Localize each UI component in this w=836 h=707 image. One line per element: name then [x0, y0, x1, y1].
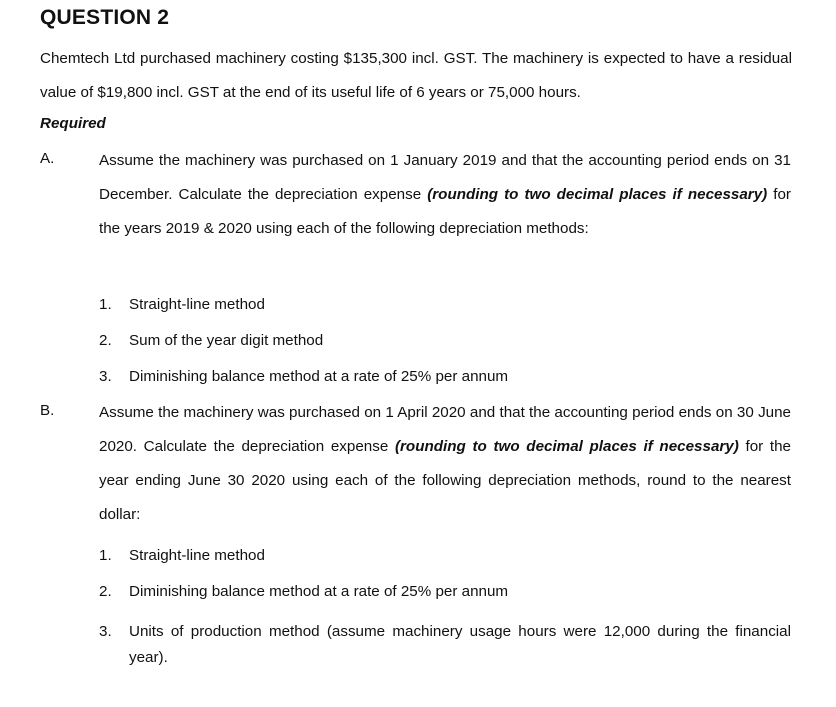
section-b-letter: B. [40, 402, 55, 419]
section-a-text-2: for the years 2019 & 2020 using each of the following depreciation methods: [99, 186, 791, 237]
list-item [99, 332, 791, 368]
list-item [99, 296, 791, 332]
list-item-text: Diminishing balance method at a rate of 25% per annum [129, 368, 509, 385]
section-b-method-list [99, 547, 791, 671]
list-item-text: Straight-line method [129, 547, 265, 564]
section-a-emphasis: (rounding to two decimal places if necessary) [427, 186, 768, 203]
list-item-number: 2. [99, 583, 112, 600]
list-item-number: 2. [99, 332, 112, 349]
list-item [99, 547, 791, 583]
section-a-text-1: Assume the machinery was purchased on 1 January 2019 and that the accounting period ends on 31 December. Calculate the depreciation expense [99, 152, 791, 203]
question-title: QUESTION 2 [40, 6, 170, 29]
list-item [99, 619, 791, 671]
section-b-text-2: for the year ending June 30 2020 using each of the following depreciation methods, round to the nearest dollar: [99, 438, 791, 523]
list-item-number: 1. [99, 547, 112, 564]
list-item-number: 3. [99, 368, 112, 385]
list-item-text: Diminishing balance method at a rate of 25% per annum [129, 583, 509, 600]
section-a-letter: A. [40, 150, 55, 167]
list-item-number: 3. [99, 623, 112, 640]
required-label: Required [40, 115, 106, 132]
section-b-paragraph [99, 396, 791, 532]
list-item-text: Units of production method (assume machinery usage hours were 12,000 during the financial year). [129, 623, 791, 666]
section-a-method-list [99, 296, 791, 404]
list-item-number: 1. [99, 296, 112, 313]
list-item [99, 583, 791, 619]
section-b-emphasis: (rounding to two decimal places if necessary) [394, 438, 739, 455]
section-a-paragraph [99, 144, 791, 246]
list-item-text: Straight-line method [129, 296, 265, 313]
intro-paragraph: Chemtech Ltd purchased machinery costing $135,300 incl. GST. The machinery is expected to have a residual value of $19,800 incl. GST at the end of its useful life of 6 years or 75,000 hours. [40, 50, 792, 101]
list-item-text: Sum of the year digit method [129, 332, 324, 349]
section-b-text-1: Assume the machinery was purchased on 1 April 2020 and that the accounting period ends on 30 June 2020. Calculate the depreciation expense [99, 404, 791, 455]
